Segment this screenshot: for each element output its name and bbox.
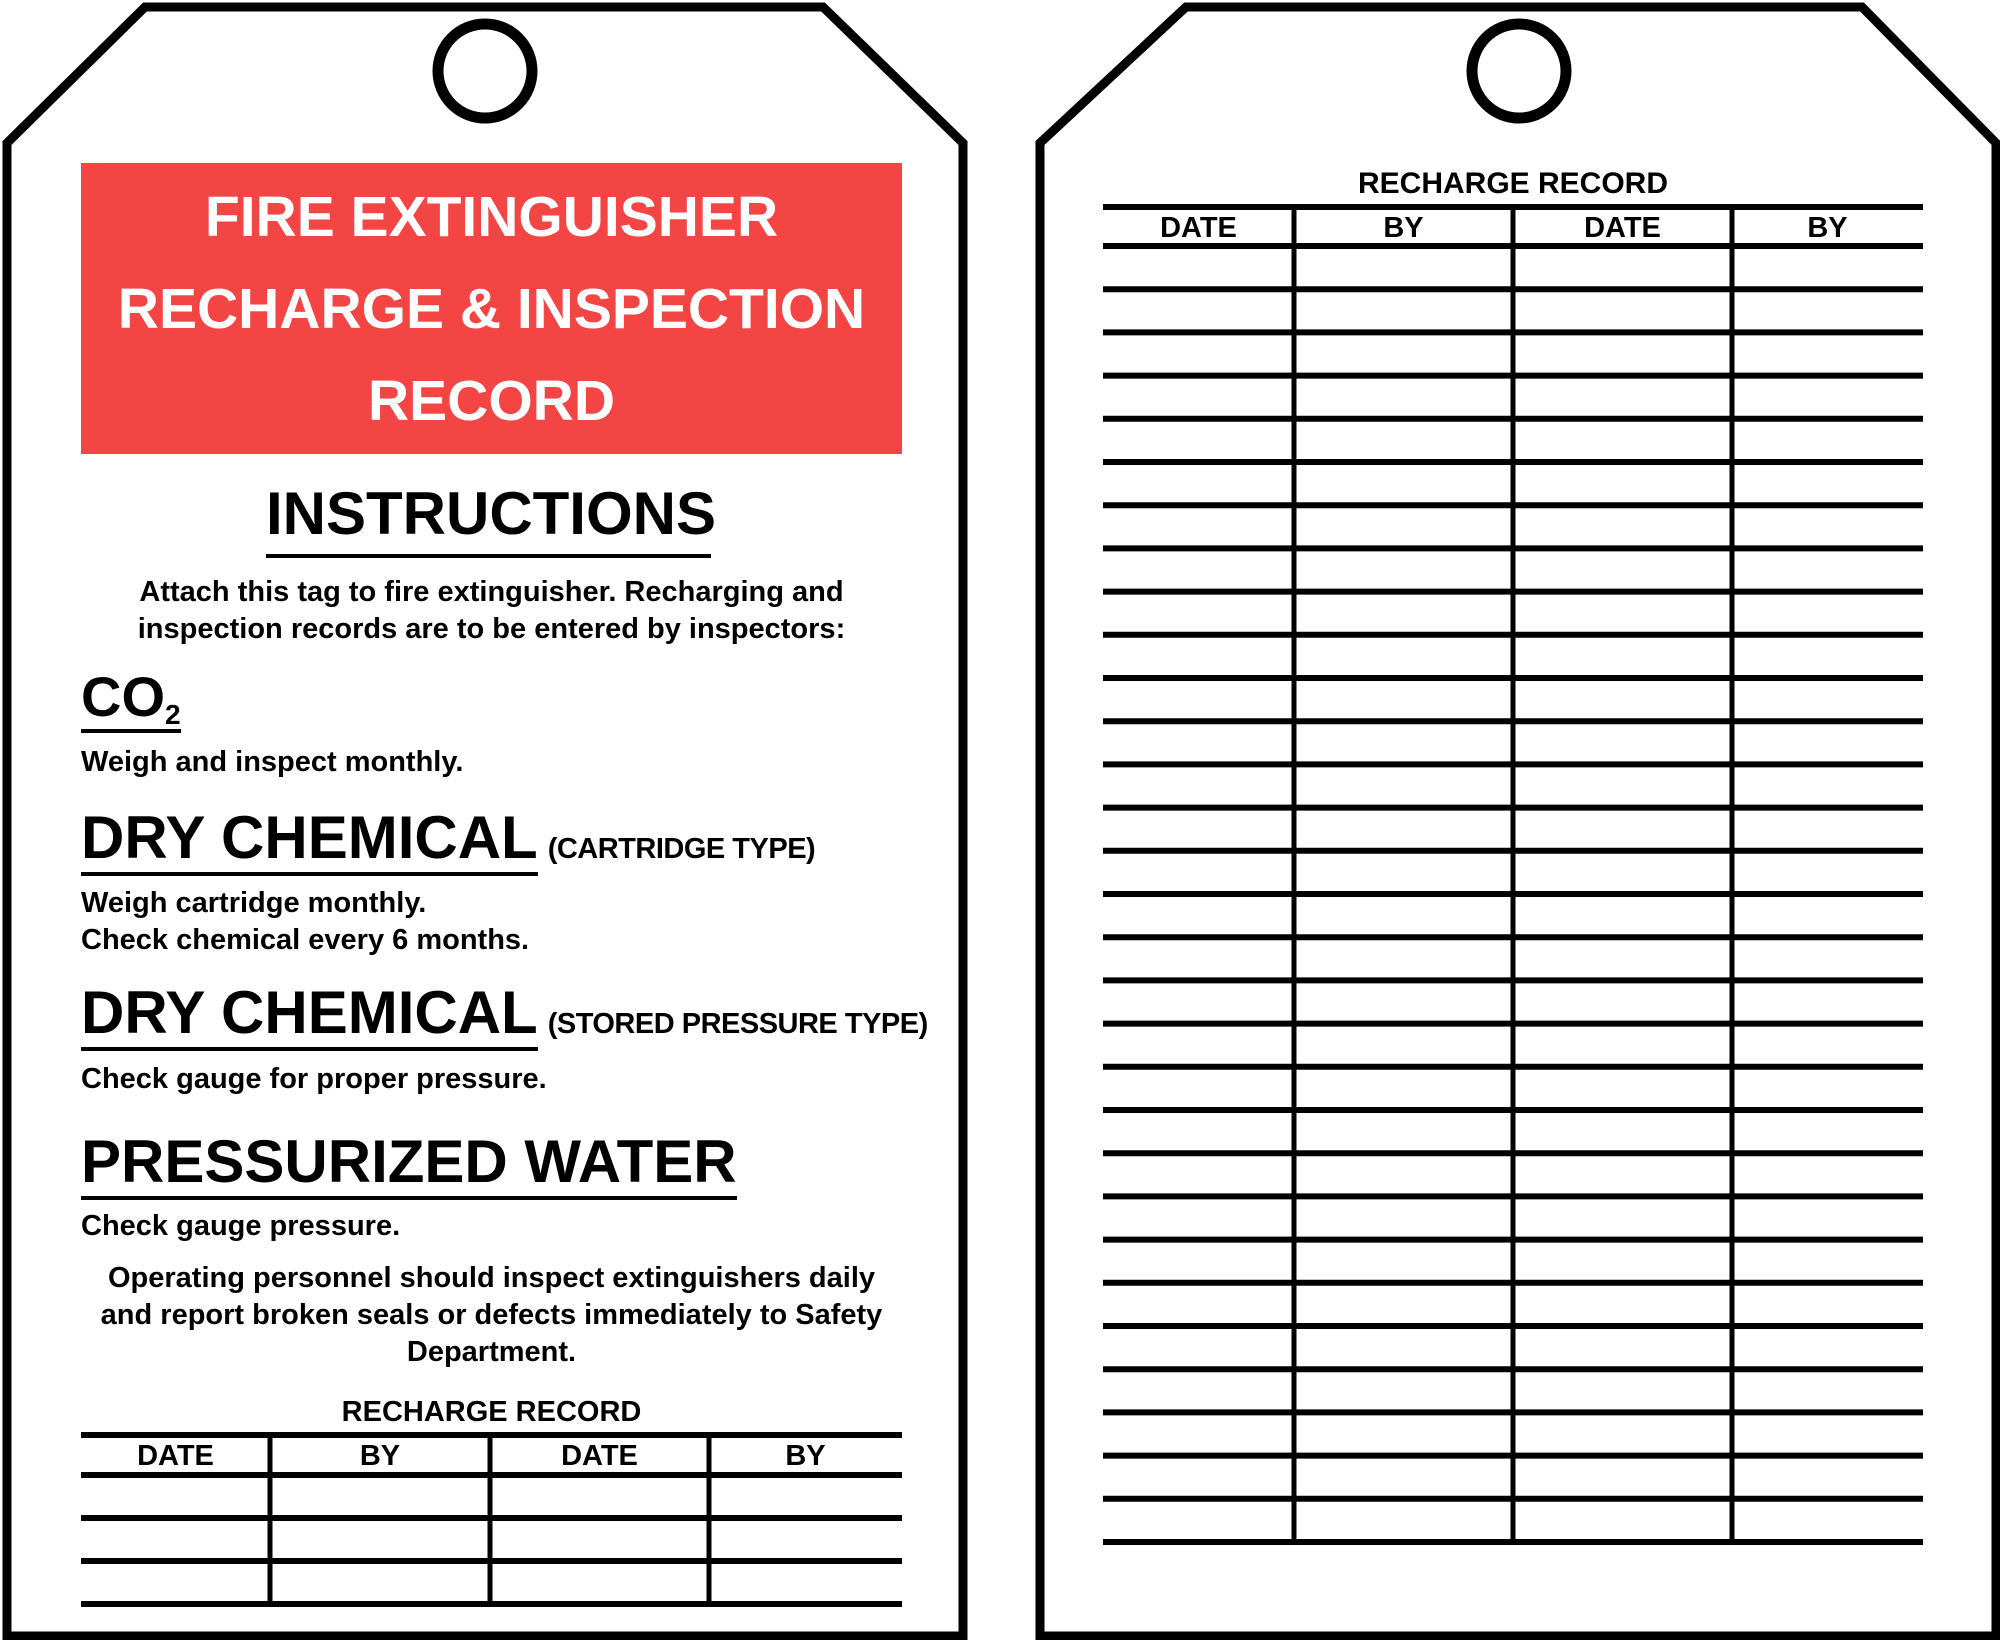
front-record-title: RECHARGE RECORD [341,1396,642,1428]
front-col-by-2: BY [785,1440,826,1472]
dry-chemical-cartridge-line-1: Weigh cartridge monthly. [81,887,427,919]
back-col-by-2: BY [1807,212,1848,244]
co2-heading-text: CO [81,665,165,728]
back-col-date-1: DATE [1160,212,1237,244]
back-col-date-2: DATE [1584,212,1661,244]
front-col-by-1: BY [359,1440,401,1472]
dry-chemical-stored-subtitle: (STORED PRESSURE TYPE) [547,1008,928,1040]
pressurized-water-instruction: Check gauge pressure. [81,1210,401,1242]
dry-chemical-cartridge-line-2: Check chemical every 6 months. [81,924,530,956]
banner-line-1: FIRE EXTINGUISHER [204,184,779,249]
instructions-heading: INSTRUCTIONS [266,478,711,558]
personnel-note: Operating personnel should inspect extinguishers daily and report broken seals or defects immediately to Safety Department. [100,1262,883,1368]
co2-subscript: 2 [165,699,181,730]
banner-line-2: RECHARGE & INSPECTION [117,276,866,341]
front-col-date-2: DATE [561,1440,638,1472]
banner-line-3: RECORD [367,368,615,433]
dry-chemical-stored-instruction: Check gauge for proper pressure. [81,1063,547,1095]
co2-instruction: Weigh and inspect monthly. [81,746,464,778]
intro-text: Attach this tag to fire extinguisher. Recharging and inspection records are to be entered by inspectors: [137,576,846,645]
dry-chemical-cartridge-title: DRY CHEMICAL [81,808,538,876]
pressurized-water-title: PRESSURIZED WATER [81,1132,737,1200]
back-record-title: RECHARGE RECORD [1357,167,1669,200]
dry-chemical-cartridge-subtitle: (CARTRIDGE TYPE) [547,833,816,865]
dry-chemical-stored-title: DRY CHEMICAL [81,983,538,1051]
back-col-by-1: BY [1383,212,1424,244]
front-col-date-1: DATE [137,1440,214,1472]
